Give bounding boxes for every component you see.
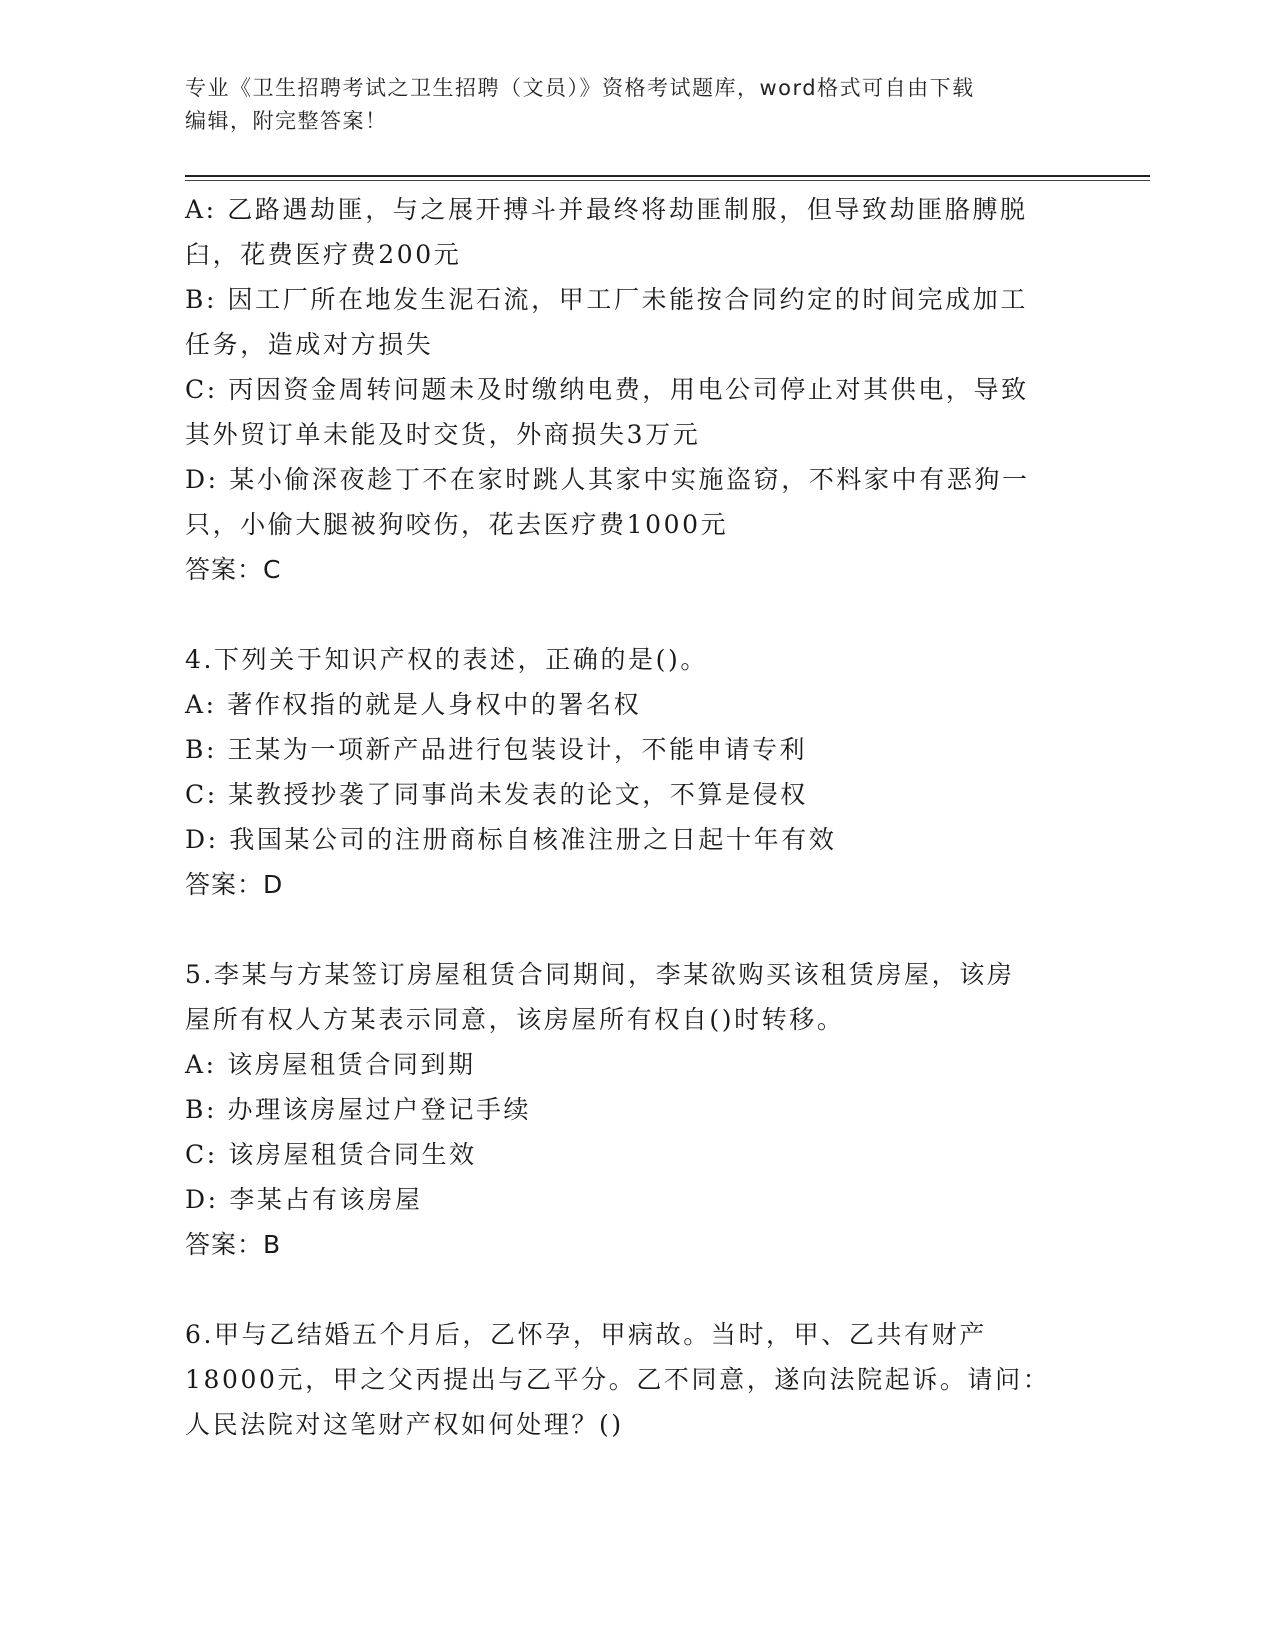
header-line-2: 编辑，附完整答案！ [185,109,388,133]
q3-option-d-line-2: 只，小偷大腿被狗咬伤，花去医疗费1000元 [185,510,729,539]
question-content [185,187,1075,1447]
q5-answer: 答案：B [185,1230,282,1259]
question-6 [185,1312,1075,1447]
q3-option-a-line-2: 臼，花费医疗费200元 [185,240,462,269]
header-divider-thin [185,180,1150,181]
spacer [185,907,1075,952]
q6-stem-line-2: 18000元，甲之父丙提出与乙平分。乙不同意，遂向法院起诉。请问： [185,1365,1051,1394]
document-header [185,72,1065,138]
q3-option-b-line-2: 任务，造成对方损失 [185,330,434,359]
header-line-1: 专业《卫生招聘考试之卫生招聘（文员）》资格考试题库，word格式可自由下载 [185,76,975,100]
q5-option-b: B: 办理该房屋过户登记手续 [185,1095,532,1124]
q3-option-c-line-1: C: 丙因资金周转问题未及时缴纳电费，用电公司停止对其供电，导致 [185,375,1029,404]
q4-option-c: C: 某教授抄袭了同事尚未发表的论文，不算是侵权 [185,780,808,809]
q6-stem-line-3: 人民法院对这笔财产权如何处理？() [185,1410,624,1439]
q5-option-d: D: 李某占有该房屋 [185,1185,423,1214]
question-3-options [185,187,1075,592]
header-divider-thick [185,175,1150,177]
q4-option-d: D: 我国某公司的注册商标自核准注册之日起十年有效 [185,825,837,854]
q5-option-a: A: 该房屋租赁合同到期 [185,1050,476,1079]
q6-stem-line-1: 6.甲与乙结婚五个月后，乙怀孕，甲病故。当时，甲、乙共有财产 [185,1320,987,1349]
spacer [185,1267,1075,1312]
q3-option-d-line-1: D: 某小偷深夜趁丁不在家时跳人其家中实施盗窃，不料家中有恶狗一 [185,465,1030,494]
question-4 [185,637,1075,907]
q4-answer: 答案：D [185,870,284,899]
q5-option-c: C: 该房屋租赁合同生效 [185,1140,477,1169]
q5-stem-line-2: 屋所有权人方某表示同意，该房屋所有权自()时转移。 [185,1005,845,1034]
q4-option-b: B: 王某为一项新产品进行包装设计，不能申请专利 [185,735,808,764]
spacer [185,592,1075,637]
q3-option-b-line-1: B: 因工厂所在地发生泥石流，甲工厂未能按合同约定的时间完成加工 [185,285,1028,314]
question-5 [185,952,1075,1267]
q3-option-a-line-1: A: 乙路遇劫匪，与之展开搏斗并最终将劫匪制服，但导致劫匪胳膊脱 [185,195,1028,224]
q5-stem-line-1: 5.李某与方某签订房屋租赁合同期间，李某欲购买该租赁房屋，该房 [185,960,1015,989]
q4-option-a: A: 著作权指的就是人身权中的署名权 [185,690,642,719]
q4-stem: 4.下列关于知识产权的表述，正确的是()。 [185,645,708,674]
q3-option-c-line-2: 其外贸订单未能及时交货，外商损失3万元 [185,420,701,449]
q3-answer: 答案：C [185,555,282,584]
